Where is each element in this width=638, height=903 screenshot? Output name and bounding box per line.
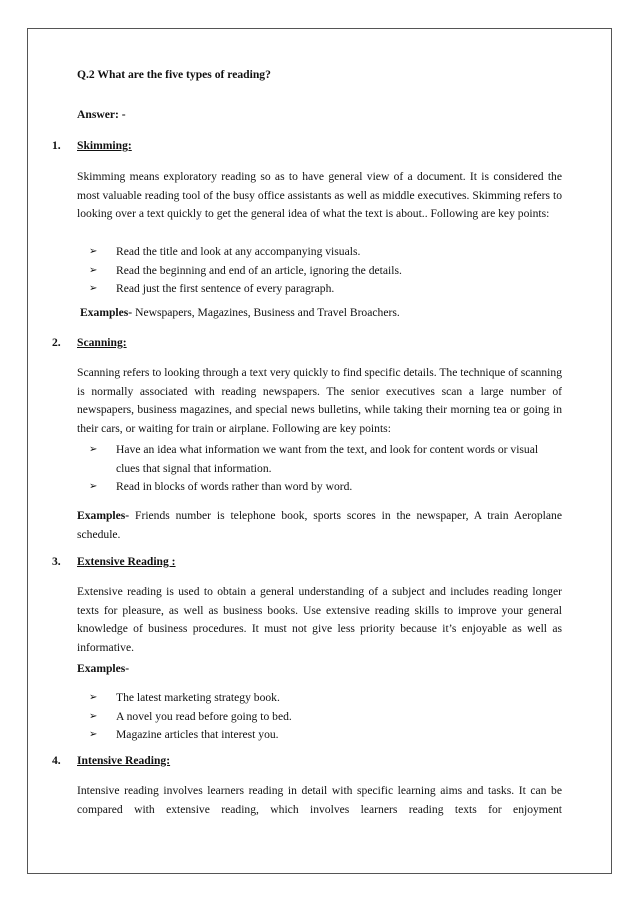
examples-label: Examples- bbox=[77, 662, 130, 675]
arrow-bullet-icon: ➢ bbox=[89, 444, 98, 455]
section-number: 1. bbox=[52, 139, 61, 152]
arrow-bullet-icon: ➢ bbox=[89, 729, 98, 741]
section-title: Scanning: bbox=[77, 336, 127, 349]
bullet-list-scanning bbox=[83, 441, 562, 497]
arrow-bullet-icon: ➢ bbox=[89, 692, 98, 703]
arrow-bullet-icon: ➢ bbox=[89, 246, 98, 257]
section-heading-scanning bbox=[52, 334, 127, 353]
section-number: 3. bbox=[52, 555, 61, 568]
arrow-bullet-icon: ➢ bbox=[89, 283, 98, 295]
section-heading-skimming bbox=[52, 137, 132, 156]
list-item: ➢ Read in blocks of words rather than word by word. bbox=[83, 478, 562, 497]
arrow-bullet-icon: ➢ bbox=[89, 264, 98, 276]
section-heading-intensive-reading bbox=[52, 752, 170, 771]
section-paragraph-intensive-reading: Intensive reading involves learners reading in detail with specific learning aims and tasks. It can be compared with extensive reading, which involves learners reading texts for enjoyment bbox=[77, 784, 562, 816]
section-title: Extensive Reading : bbox=[77, 555, 176, 568]
examples-text: Friends number is telephone book, sports scores in the newspaper, A train Aeroplane schedule. bbox=[77, 509, 562, 541]
bullet-list-skimming bbox=[83, 243, 562, 299]
examples-extensive-reading bbox=[77, 660, 562, 679]
section-title: Skimming: bbox=[77, 139, 132, 152]
examples-label: Examples- bbox=[77, 509, 130, 522]
bullet-list-extensive-reading bbox=[83, 689, 562, 745]
section-number: 2. bbox=[52, 336, 61, 349]
section-paragraph-extensive-reading: Extensive reading is used to obtain a general understanding of a subject and includes reading longer texts for pleasure, as well as business books. Use extensive reading skills to improve your general knowledge of business procedures. It must not give less priority because it’s enjoyable as well as informative. bbox=[77, 585, 562, 654]
answer-label: Answer: - bbox=[77, 108, 126, 121]
list-item: ➢ Read the title and look at any accompanying visuals. bbox=[83, 243, 562, 262]
section-paragraph-skimming: Skimming means exploratory reading so as to have general view of a document. It is considered the most valuable reading tool of the busy office assistants as well as middle executives. Skimming refers to looking over a text quickly to get the general idea of what the text is about.. Following are key points: bbox=[77, 170, 562, 221]
list-item: ➢ Magazine articles that interest you. bbox=[83, 726, 562, 745]
arrow-bullet-icon: ➢ bbox=[89, 710, 98, 722]
section-paragraph-scanning: Scanning refers to looking through a text very quickly to find specific details. The technique of scanning is normally associated with reading newspapers. The senior executives scan a large number of newspapers, business magazines, and special news bulletins, while taking their morning tea or going in their cars, or waiting for train or airplane. Following are key points: bbox=[77, 366, 562, 435]
examples-scanning bbox=[77, 507, 562, 544]
examples-skimming bbox=[80, 304, 565, 323]
list-item: ➢ A novel you read before going to bed. bbox=[83, 708, 562, 727]
list-item: ➢ Have an idea what information we want from the text, and look for content words or visual clues that signal that information. bbox=[89, 443, 539, 475]
examples-label: Examples- bbox=[80, 306, 133, 319]
section-number: 4. bbox=[52, 754, 61, 767]
question-heading: Q.2 What are the five types of reading? bbox=[77, 68, 271, 81]
section-heading-extensive-reading bbox=[52, 553, 176, 572]
list-item: ➢ Read the beginning and end of an article, ignoring the details. bbox=[83, 262, 562, 281]
list-item: ➢ Read just the first sentence of every paragraph. bbox=[83, 280, 562, 299]
section-title: Intensive Reading: bbox=[77, 754, 171, 767]
list-item: ➢ The latest marketing strategy book. bbox=[83, 689, 562, 708]
examples-text: Newspapers, Magazines, Business and Travel Broachers. bbox=[132, 306, 400, 319]
arrow-bullet-icon: ➢ bbox=[89, 481, 98, 493]
